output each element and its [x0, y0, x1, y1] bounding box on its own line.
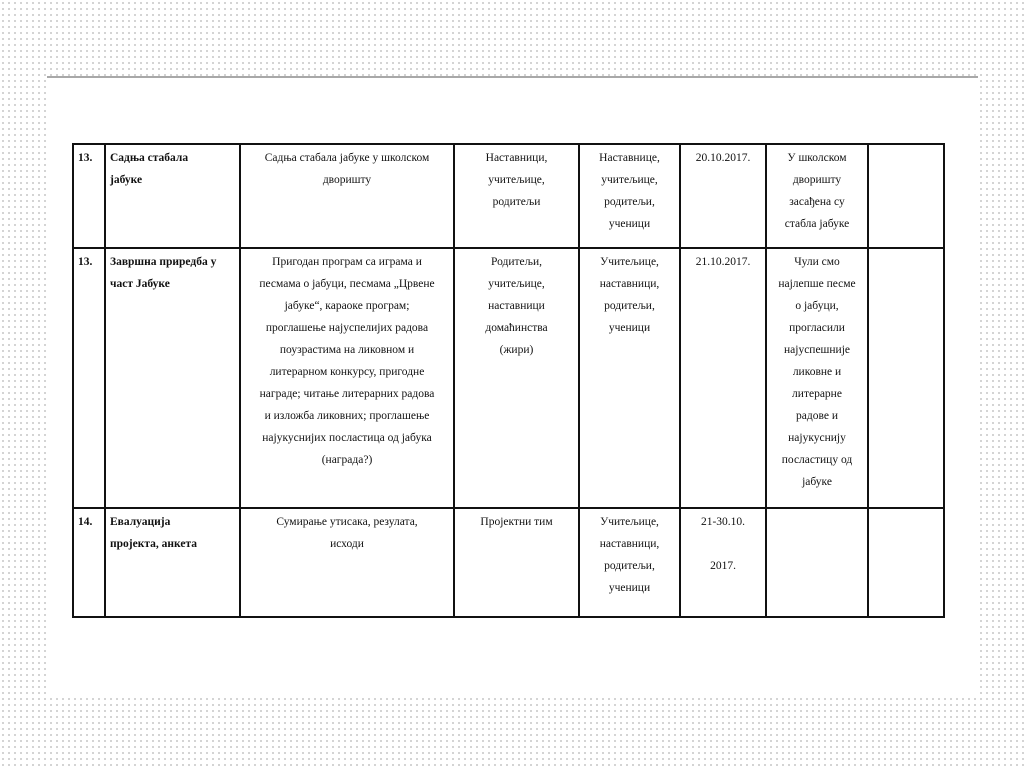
participants-cell: Учитељице, наставници, родитељи, ученици	[579, 508, 680, 617]
row-number: 13.	[73, 144, 105, 248]
activity-cell: Завршна приредба у част Јабуке	[105, 248, 240, 508]
extra-cell	[868, 144, 944, 248]
row-number: 14.	[73, 508, 105, 617]
description-cell: Сумирање утисака, резулата, исходи	[240, 508, 454, 617]
row-number: 13.	[73, 248, 105, 508]
table-row	[73, 144, 944, 248]
outcome-cell	[766, 508, 868, 617]
slide-page	[47, 78, 978, 694]
activity-cell: Садња стабала јабуке	[105, 144, 240, 248]
date-cell: 21-30.10. 2017.	[680, 508, 766, 617]
outcome-cell: У школском дворишту засађена су стабла јабуке	[766, 144, 868, 248]
date-cell: 21.10.2017.	[680, 248, 766, 508]
participants-cell: Наставнице, учитељице, родитељи, ученици	[579, 144, 680, 248]
description-cell: Пригодан програм са играма и песмама о јабуци, песмама „Црвене јабуке“, караоке програм; проглашење најуспелијих радова поузрастима на ликовном и литерарном конкурсу, пригодне награде; читање литерарних радова и изложба ликовних; проглашење најукуснијих посластица од јабука (награда?)	[240, 248, 454, 508]
carriers-cell: Пројектни тим	[454, 508, 579, 617]
date-cell: 20.10.2017.	[680, 144, 766, 248]
extra-cell	[868, 248, 944, 508]
participants-cell: Учитељице, наставници, родитељи, ученици	[579, 248, 680, 508]
activity-table	[72, 143, 945, 618]
activity-cell: Евалуација пројекта, анкета	[105, 508, 240, 617]
table-row	[73, 508, 944, 617]
extra-cell	[868, 508, 944, 617]
carriers-cell: Наставници, учитељице, родитељи	[454, 144, 579, 248]
table-row	[73, 248, 944, 508]
outcome-cell: Чули смо најлепше песме о јабуци, прогласили најуспешније ликовне и литерарне радове и најукуснију посластицу од јабуке	[766, 248, 868, 508]
carriers-cell: Родитељи, учитељице, наставници домаћинства (жири)	[454, 248, 579, 508]
description-cell: Садња стабала јабуке у школском дворишту	[240, 144, 454, 248]
